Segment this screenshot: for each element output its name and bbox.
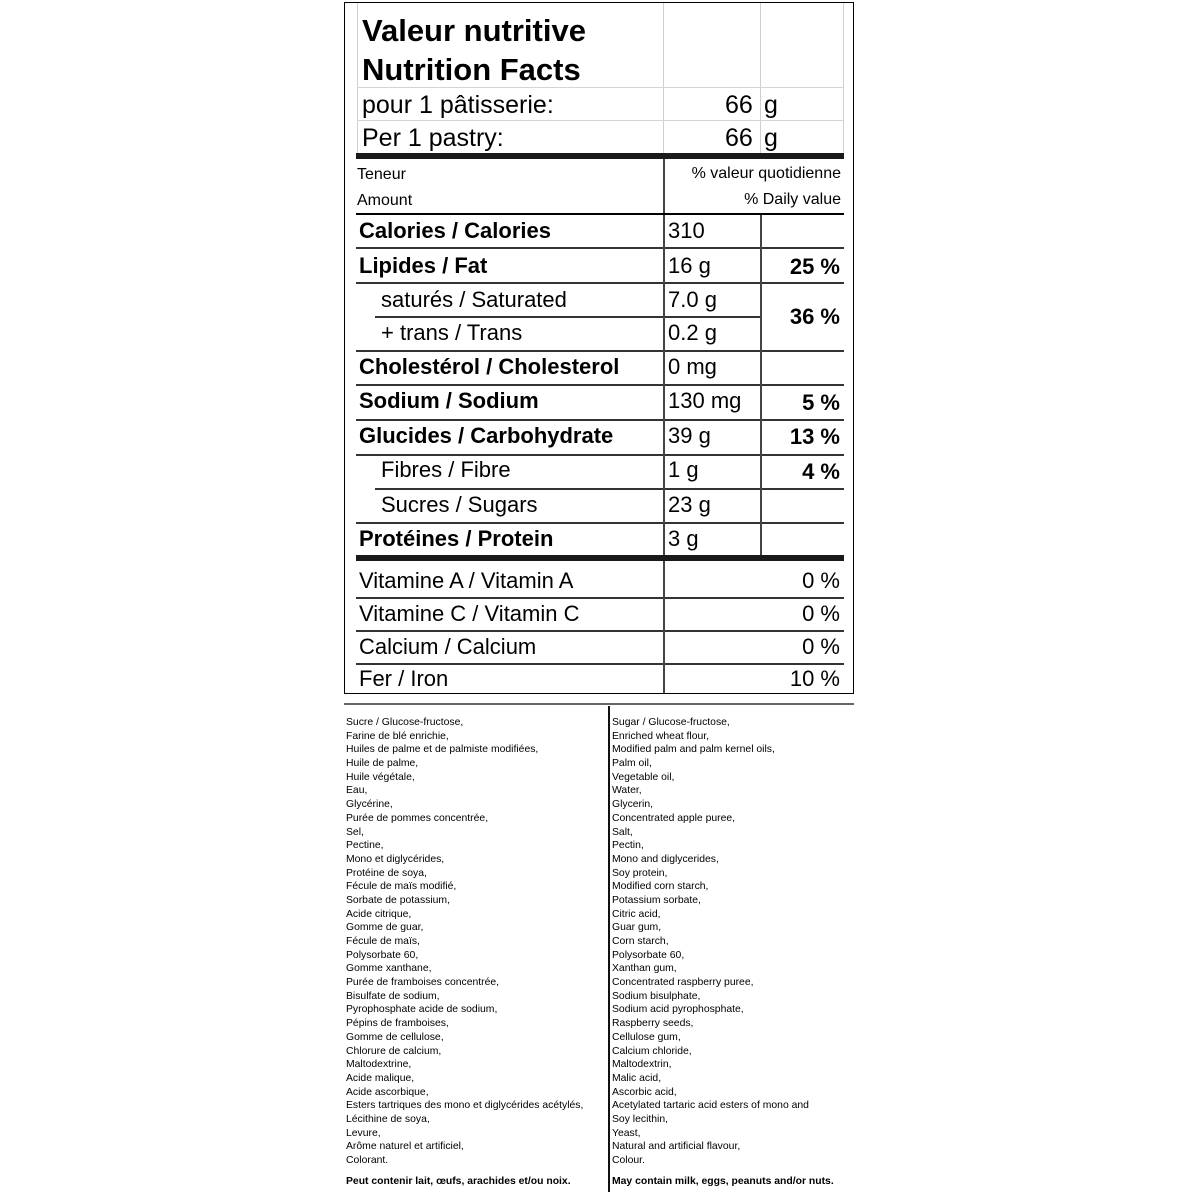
serving-amount: 66 xyxy=(725,124,753,152)
ingredient-item: Water, xyxy=(612,785,642,797)
ingredient-item: Polysorbate 60, xyxy=(346,949,419,961)
ingredient-item: Pectine, xyxy=(346,840,384,852)
ingredient-item: Malic acid, xyxy=(612,1072,662,1084)
serving-unit: g xyxy=(764,124,778,152)
row-rule xyxy=(356,282,844,284)
nutrient-amount: 310 xyxy=(668,218,705,243)
ingredient-item: Ascorbic acid, xyxy=(612,1086,677,1098)
row-rule xyxy=(356,350,844,352)
row-rule xyxy=(356,597,844,599)
ingredient-item: Huiles de palme et de palmiste modifiées, xyxy=(346,744,539,756)
grid-line xyxy=(663,3,664,153)
nutrient-amount: 0 mg xyxy=(668,354,717,379)
serving-size-english: Per 1 pastry: xyxy=(362,124,504,152)
ingredient-item: Modified corn starch, xyxy=(612,881,709,893)
nutrient-label: Glucides / Carbohydrate xyxy=(359,423,614,448)
ingredient-item: Mono and diglycerides, xyxy=(612,853,719,865)
ingredient-item: Guar gum, xyxy=(612,922,662,934)
nutrient-daily-value: 5 % xyxy=(802,390,840,415)
column-divider xyxy=(663,215,665,555)
ingredient-item: Xanthan gum, xyxy=(612,963,677,975)
nutrient-amount: 7.0 g xyxy=(668,287,717,312)
row-rule xyxy=(375,316,760,318)
ingredient-item: Purée de framboises concentrée, xyxy=(346,977,500,989)
ingredient-item: Natural and artificial flavour, xyxy=(612,1141,741,1153)
nutrient-daily-value: 36 % xyxy=(789,304,840,329)
ingredient-item: Maltodextrin, xyxy=(612,1059,672,1071)
ingredient-item: Fécule de maïs, xyxy=(346,936,420,947)
nutrient-amount: 23 g xyxy=(668,492,711,517)
ingredient-item: Colorant. xyxy=(346,1155,389,1166)
nutrient-amount: 3 g xyxy=(668,526,699,551)
nutrient-label: Fibres / Fibre xyxy=(381,457,511,482)
ingredient-item: Levure, xyxy=(346,1127,381,1139)
ingredient-item: Gomme de guar, xyxy=(346,922,424,934)
ingredient-item: Glycérine, xyxy=(346,799,393,811)
serving-size-french: pour 1 pâtisserie: xyxy=(362,91,554,119)
row-rule xyxy=(356,384,844,386)
ingredients-list-french xyxy=(346,716,583,1168)
ingredient-item: Chlorure de calcium, xyxy=(346,1045,442,1057)
ingredient-item: Soy protein, xyxy=(612,867,668,879)
ingredient-item: Sugar / Glucose-fructose, xyxy=(612,717,730,728)
ingredient-item: Gomme de cellulose, xyxy=(346,1031,444,1043)
ingredient-item: Purée de pommes concentrée, xyxy=(346,812,489,824)
nutrient-amount: 1 g xyxy=(668,457,699,482)
title-english: Nutrition Facts xyxy=(362,52,581,87)
ingredient-item: Eau, xyxy=(346,785,368,797)
vitamin-daily-value: 0 % xyxy=(802,568,840,593)
ingredient-item: Sorbate de potassium, xyxy=(346,894,450,906)
thick-rule xyxy=(356,555,844,561)
ingredient-item: Lécithine de soya, xyxy=(346,1113,430,1125)
vitamin-daily-value: 0 % xyxy=(802,601,840,626)
row-rule xyxy=(356,247,844,249)
ingredient-item: Glycerin, xyxy=(612,799,653,811)
vitamin-label: Calcium / Calcium xyxy=(359,634,537,659)
ingredients-column-divider xyxy=(608,706,610,1192)
ingredient-item: Soy lecithin, xyxy=(612,1113,669,1125)
ingredient-item: Corn starch, xyxy=(612,936,669,947)
ingredient-item: Maltodextrine, xyxy=(346,1059,412,1071)
daily-value-header-english: % Daily value xyxy=(744,191,841,208)
ingredient-item: Farine de blé enrichie, xyxy=(346,730,449,742)
row-rule xyxy=(375,488,844,490)
grid-line xyxy=(357,3,358,153)
nutrient-label: Cholestérol / Cholesterol xyxy=(359,354,620,379)
grid-line xyxy=(357,120,843,121)
vitamin-label: Vitamine A / Vitamin A xyxy=(359,568,574,593)
nutrient-amount: 0.2 g xyxy=(668,320,717,345)
grid-line xyxy=(843,3,844,153)
nutrient-amount: 16 g xyxy=(668,253,711,278)
nutrient-amount: 39 g xyxy=(668,423,711,448)
column-divider xyxy=(760,215,762,555)
thick-rule xyxy=(356,153,844,159)
row-rule xyxy=(356,522,844,524)
ingredient-item: Fécule de maïs modifié, xyxy=(346,881,457,893)
vitamin-daily-value: 0 % xyxy=(802,634,840,659)
ingredient-item: Cellulose gum, xyxy=(612,1031,681,1043)
column-divider xyxy=(663,159,665,213)
ingredient-item: Concentrated raspberry puree, xyxy=(612,977,754,989)
vitamin-label: Vitamine C / Vitamin C xyxy=(359,601,580,626)
ingredient-item: Calcium chloride, xyxy=(612,1045,692,1057)
ingredient-item: Yeast, xyxy=(612,1127,641,1139)
nutrient-daily-value: 4 % xyxy=(802,459,840,484)
ingredient-item: Sucre / Glucose-fructose, xyxy=(346,717,464,728)
ingredients-list-english xyxy=(612,716,809,1168)
ingredient-item: Acide citrique, xyxy=(346,908,412,920)
vitamin-label: Fer / Iron xyxy=(359,666,449,691)
ingredient-item: Colour. xyxy=(612,1155,645,1166)
allergen-statement-english: May contain milk, eggs, peanuts and/or nuts. xyxy=(612,1176,834,1187)
grid-line xyxy=(760,3,761,153)
ingredient-item: Pyrophosphate acide de sodium, xyxy=(346,1004,498,1016)
ingredient-item: Acetylated tartaric acid esters of mono and xyxy=(612,1100,809,1112)
nutrient-label: Calories / Calories xyxy=(359,218,551,243)
ingredient-item: Potassium sorbate, xyxy=(612,894,701,906)
ingredient-item: Sodium acid pyrophosphate, xyxy=(612,1004,744,1016)
ingredient-item: Salt, xyxy=(612,826,633,838)
serving-unit: g xyxy=(764,91,778,119)
amount-header-french: Teneur xyxy=(357,166,406,183)
ingredient-item: Modified palm and palm kernel oils, xyxy=(612,744,775,756)
amount-header-english: Amount xyxy=(357,192,413,209)
nutrition-facts-table xyxy=(344,2,854,694)
ingredient-item: Bisulfate de sodium, xyxy=(346,990,440,1002)
nutrient-label: Sucres / Sugars xyxy=(381,492,538,517)
daily-value-header-french: % valeur quotidienne xyxy=(691,165,841,182)
vitamin-daily-value: 10 % xyxy=(789,666,840,691)
ingredient-item: Raspberry seeds, xyxy=(612,1018,694,1030)
ingredient-item: Sel, xyxy=(346,826,364,838)
ingredient-item: Gomme xanthane, xyxy=(346,963,432,975)
ingredient-item: Mono et diglycérides, xyxy=(346,853,445,865)
header-rule xyxy=(356,213,844,215)
ingredients-top-rule xyxy=(344,703,854,705)
nutrient-label: + trans / Trans xyxy=(381,320,523,345)
ingredient-item: Huile végétale, xyxy=(346,771,415,783)
nutrient-label: saturés / Saturated xyxy=(381,287,567,312)
nutrient-label: Lipides / Fat xyxy=(359,253,488,278)
nutrient-daily-value: 25 % xyxy=(789,254,840,279)
ingredient-item: Acide ascorbique, xyxy=(346,1086,429,1098)
ingredient-item: Pépins de framboises, xyxy=(346,1018,449,1030)
nutrient-amount: 130 mg xyxy=(668,388,742,413)
allergen-statement-french: Peut contenir lait, œufs, arachides et/ou noix. xyxy=(346,1176,571,1187)
ingredient-item: Palm oil, xyxy=(612,758,652,770)
ingredient-item: Pectin, xyxy=(612,840,644,852)
nutrient-daily-value: 13 % xyxy=(789,424,840,449)
row-rule xyxy=(356,630,844,632)
column-divider xyxy=(663,561,665,693)
serving-amount: 66 xyxy=(725,91,753,119)
ingredient-item: Polysorbate 60, xyxy=(612,949,685,961)
row-rule xyxy=(356,419,844,421)
ingredient-item: Sodium bisulphate, xyxy=(612,990,701,1002)
ingredient-item: Acide malique, xyxy=(346,1072,415,1084)
ingredient-item: Concentrated apple puree, xyxy=(612,812,736,824)
nutrient-label: Protéines / Protein xyxy=(359,526,554,551)
ingredient-item: Arôme naturel et artificiel, xyxy=(346,1141,464,1153)
ingredient-item: Citric acid, xyxy=(612,908,661,920)
title-french: Valeur nutritive xyxy=(362,13,586,48)
ingredient-item: Vegetable oil, xyxy=(612,771,675,783)
ingredient-item: Esters tartriques des mono et diglycérides acétylés, xyxy=(346,1100,584,1112)
nutrient-label: Sodium / Sodium xyxy=(359,388,539,413)
ingredient-item: Enriched wheat flour, xyxy=(612,730,710,742)
ingredient-item: Protéine de soya, xyxy=(346,867,427,879)
ingredient-item: Huile de palme, xyxy=(346,758,419,770)
